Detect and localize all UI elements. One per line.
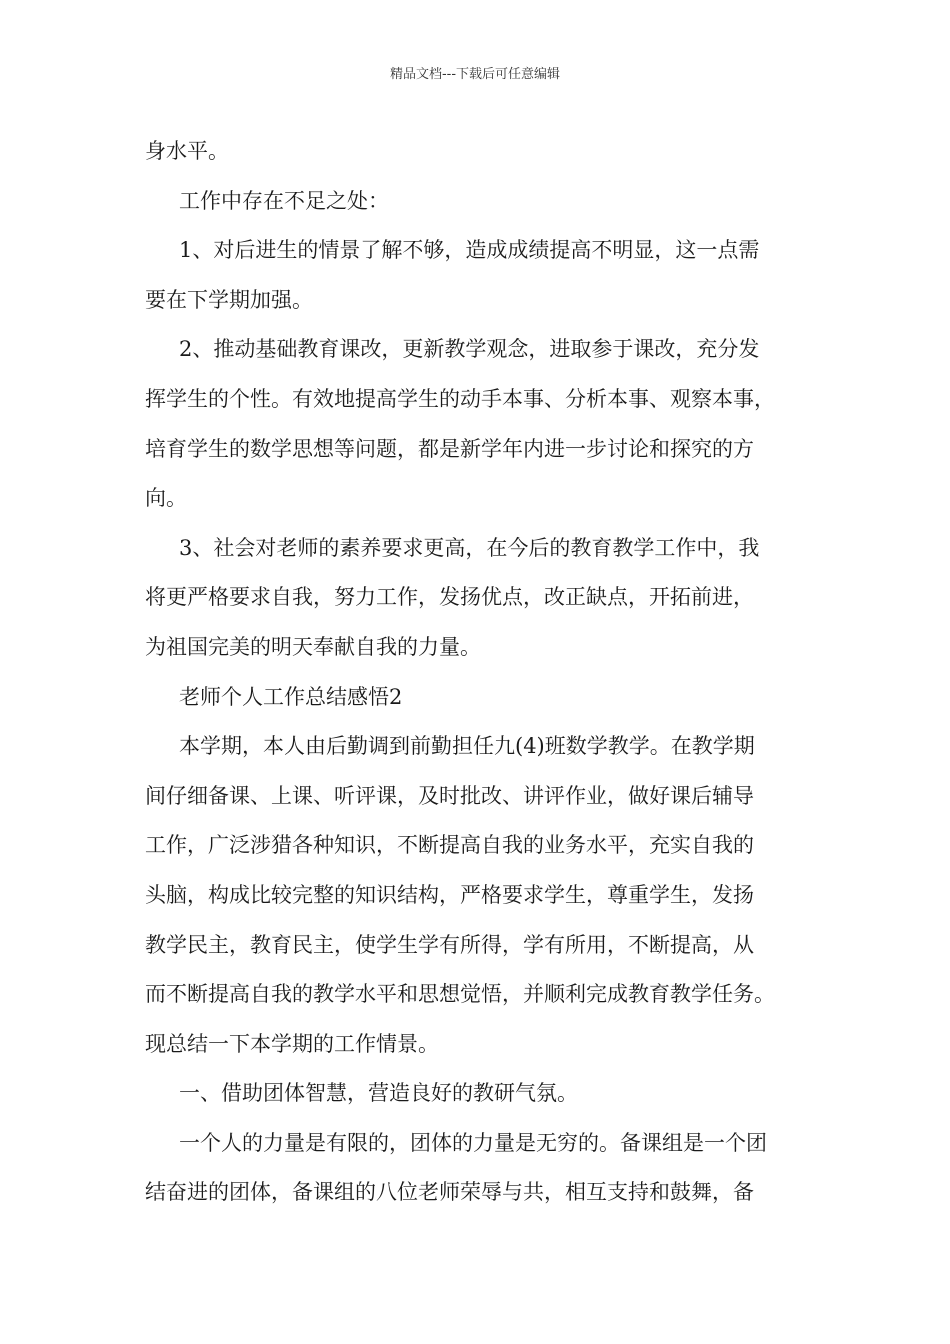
text-line: 为祖国完美的明天奉献自我的力量。 [145,634,481,659]
document-body [145,127,820,1218]
text-line: 3、社会对老师的素养要求更高，在今后的教育教学工作中，我 [179,535,760,560]
text-line: 挥学生的个性。有效地提高学生的动手本事、分析本事、观察本事， [145,386,775,411]
text-line: 2、推动基础教育课改，更新教学观念，进取参于课改，充分发 [179,337,760,362]
text-line: 而不断提高自我的教学水平和思想觉悟，并顺利完成教育教学任务。 [145,982,775,1007]
text-line: 要在下学期加强。 [145,287,313,312]
text-line: 将更严格要求自我，努力工作，发扬优点，改正缺点，开拓前进， [145,585,754,610]
text-line: 一个人的力量是有限的，团体的力量是无穷的。备课组是一个团 [179,1130,767,1155]
text-line: 教学民主，教育民主，使学生学有所得，学有所用，不断提高，从 [145,932,754,957]
text-line: 培育学生的数学思想等问题，都是新学年内进一步讨论和探究的方 [145,436,754,461]
text-line: 身水平。 [145,139,229,163]
text-line: 头脑，构成比较完整的知识结构，严格要求学生，尊重学生，发扬 [145,882,754,907]
text-line: 老师个人工作总结感悟2 [179,684,403,709]
text-line: 工作，广泛涉猎各种知识，不断提高自我的业务水平，充实自我的 [145,833,754,858]
text-line: 现总结一下本学期的工作情景。 [145,1031,439,1056]
text-line: 本学期，本人由后勤调到前勤担任九(4)班数学教学。在教学期 [179,734,755,759]
text-line: 结奋进的团体，备课组的八位老师荣辱与共，相互支持和鼓舞，备 [145,1180,754,1205]
text-line: 工作中存在不足之处： [179,188,389,213]
text-line: 向。 [145,486,187,511]
text-line: 1、对后进生的情景了解不够，造成成绩提高不明显，这一点需 [179,238,760,263]
text-line: 一、借助团体智慧，营造良好的教研气氛。 [179,1081,578,1106]
page-header: 精品文档---下载后可任意编辑 [389,67,561,82]
text-line: 间仔细备课、上课、听评课，及时批改、讲评作业，做好课后辅导 [145,783,754,808]
